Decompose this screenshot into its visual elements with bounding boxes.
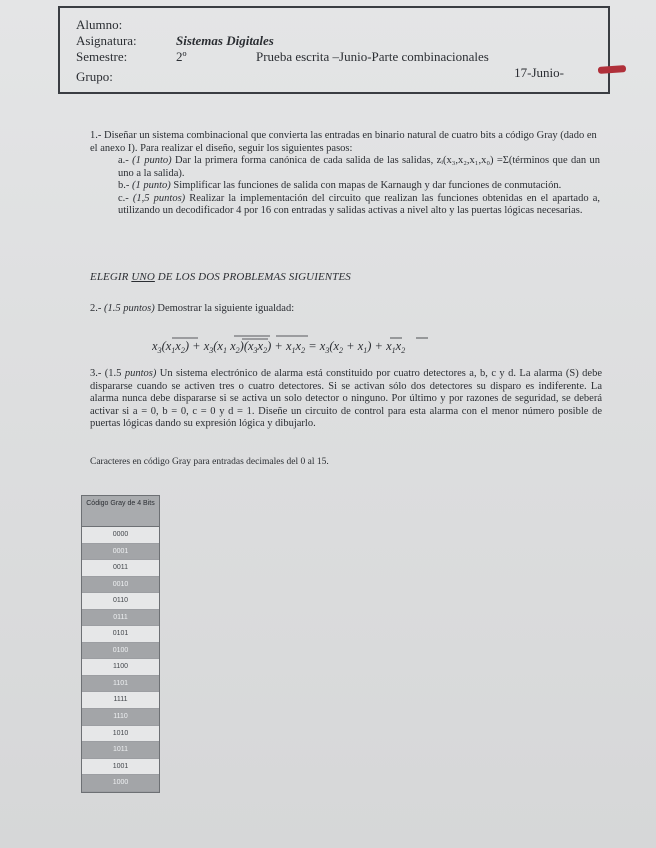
alumno-label: Alumno: <box>76 17 123 32</box>
gray-code-row: 1100 <box>82 659 159 676</box>
problem-1-intro: 1.- Diseñar un sistema combinacional que convierta las entradas en binario natural de cuatro bits a código Gray (dado en el anexo I). Para realizar el diseño, seguir los siguientes pasos: <box>90 130 597 154</box>
gray-code-row: 1001 <box>82 759 159 776</box>
redaction-mark <box>598 65 626 74</box>
semestre-value: 2º <box>176 49 187 64</box>
header-box <box>58 6 610 94</box>
problem-3-text: Un sistema electrónico de alarma está constituido por cuatro detectores a, b, c y d. La alarma (S) debe dispararse cuando se activen tres o cuatro detectores. Si se activan sólo dos detectores su disparo es indiferente. La alarma nunca debe dispararse si se activa un solo detector o ninguno. Por último y por razones de seguridad, se deberá activar si a = 0, b = 0, c = 0 y d = 1. Diseñe un circuito de control para esta alarma con el menor número posible de puertas lógicas dando su expresión lógica y dibujarlo. <box>90 368 602 429</box>
gray-code-row: 1010 <box>82 726 159 743</box>
choose-one-heading <box>90 271 351 283</box>
gray-code-row: 1101 <box>82 676 159 693</box>
choose-one-uno: UNO <box>131 271 155 283</box>
gray-code-row: 0001 <box>82 544 159 561</box>
gray-code-row: 1000 <box>82 775 159 792</box>
problem-1 <box>90 130 600 218</box>
problem-2-text: Demostrar la siguiente igualdad: <box>154 303 295 314</box>
problem-1-c-points: (1,5 puntos) <box>132 192 186 204</box>
problem-1-b-text: Simplificar las funciones de salida con mapas de Karnaugh y dar funciones de conmutación. <box>173 180 562 191</box>
gray-code-row: 0010 <box>82 577 159 594</box>
problem-1-c <box>90 193 600 218</box>
semestre-label: Semestre: <box>76 49 128 64</box>
boolean-identity-formula <box>152 334 472 358</box>
exam-date: 17-Junio- <box>514 65 564 80</box>
annex-caption: Caracteres en código Gray para entradas decimales del 0 al 15. <box>90 457 329 467</box>
problem-2-number: 2.- <box>90 303 104 314</box>
problem-1-a <box>90 155 600 180</box>
gray-code-table-header: Código Gray de 4 Bits <box>82 496 159 527</box>
problem-2 <box>90 303 294 316</box>
problem-3 <box>90 368 602 431</box>
gray-code-row: 0011 <box>82 560 159 577</box>
gray-code-row: 0101 <box>82 626 159 643</box>
problem-1-c-prefix: c.- <box>118 192 133 204</box>
problem-1-b-prefix: b.- <box>118 180 132 191</box>
gray-code-row: 0111 <box>82 610 159 627</box>
gray-code-row: 1111 <box>82 692 159 709</box>
gray-code-row: 0000 <box>82 527 159 544</box>
problem-1-a-prefix: a.- <box>118 155 133 166</box>
problem-3-points: puntos) <box>124 368 157 379</box>
problem-1-c-text: Realizar la implementación del circuito que realizan las funciones obtenidas en el apartado a, utilizando un decodificador 4 por 16 con entradas y salidas activas a nivel alto y las puertas lógicas necesarias. <box>118 192 600 216</box>
choose-one-pre: ELEGIR <box>90 271 132 283</box>
exam-title: Prueba escrita –Junio-Parte combinacionales <box>256 49 489 64</box>
choose-one-post: DE LOS DOS PROBLEMAS SIGUIENTES <box>154 271 351 283</box>
svg-text:x3(x1x2) + x3(x1 x2)(x3x2) + x: $x_3(x_1x_2) + x_3(x_1$ $x_2)(x_3x_2) + x_1x_2 = x_3(x_2 + x_1) + x_1x_2$ <box>152 339 406 355</box>
problem-1-a-points: (1 punto) <box>132 155 172 166</box>
gray-code-row: 1110 <box>82 709 159 726</box>
gray-code-row: 1011 <box>82 742 159 759</box>
grupo-label: Grupo: <box>76 69 113 84</box>
problem-1-b-points: (1 punto) <box>132 180 171 191</box>
asignatura-value: Sistemas Digitales <box>176 33 274 48</box>
gray-code-row: 0100 <box>82 643 159 660</box>
problem-2-points: (1.5 puntos) <box>104 303 155 314</box>
problem-1-a-text: Dar la primera forma canónica de cada salida de las salidas, zᵢ(x₃,x₂,x₁,x₀) =Σ(términos que dan un uno a la salida). <box>118 155 600 179</box>
problem-1-b <box>90 180 600 193</box>
gray-code-table <box>81 495 160 793</box>
gray-code-row: 0110 <box>82 593 159 610</box>
problem-3-number: 3.- (1.5 <box>90 368 125 379</box>
asignatura-label: Asignatura: <box>76 33 137 48</box>
gray-code-table-body <box>82 527 159 792</box>
